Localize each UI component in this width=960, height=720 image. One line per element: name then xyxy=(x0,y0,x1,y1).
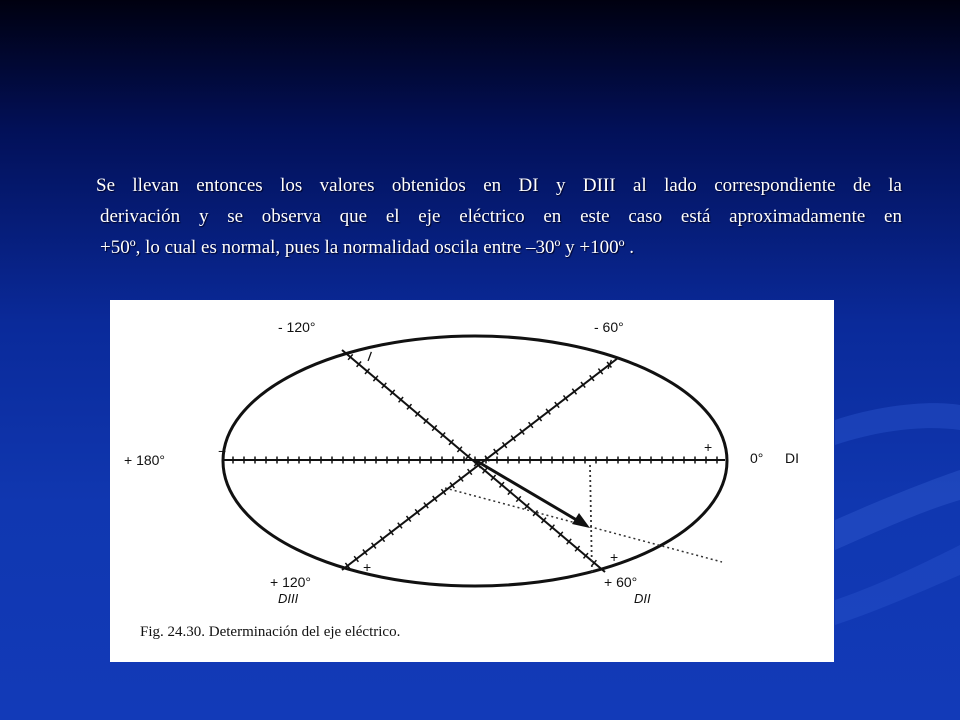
paragraph-line-1: Se llevan entonces los valores obtenidos en DI y DIII al lado correspondiente de la xyxy=(96,175,902,196)
axis-diagram xyxy=(110,300,834,662)
electric-axis-vector xyxy=(475,460,580,522)
label-180: + 180° xyxy=(124,452,166,468)
label-minus-60: - 60° xyxy=(594,319,624,335)
body-paragraph xyxy=(96,170,902,263)
label-minus-120: - 120° xyxy=(278,319,316,335)
label-plus-60: + 60° xyxy=(604,574,638,590)
axis-figure xyxy=(110,300,834,662)
axis-mark-neg-di: − xyxy=(218,443,227,459)
label-plus-120: + 120° xyxy=(270,574,312,590)
paragraph-line-3: +50º, lo cual es normal, pues la normalidad oscila entre –30º y +100º . xyxy=(100,237,635,258)
label-diii: DIII xyxy=(278,591,299,606)
figure-caption: Fig. 24.30. Determinación del eje eléctrico. xyxy=(140,624,401,640)
axis-mark-i-left: I xyxy=(365,348,375,365)
axis-mark-pos-dii: + xyxy=(610,549,619,565)
axis-mark-pos-di: + xyxy=(704,439,713,455)
electric-axis-arrowhead xyxy=(572,513,590,528)
axis-mark-pos-diii: + xyxy=(363,559,372,575)
paragraph-line-2: derivación y se observa que el eje eléctrico en este caso está aproximadamente en xyxy=(100,206,902,227)
axis-mark-i-right: I xyxy=(605,356,615,373)
label-di: DI xyxy=(785,450,799,466)
label-dii: DII xyxy=(634,591,651,606)
label-0: 0° xyxy=(750,450,764,466)
